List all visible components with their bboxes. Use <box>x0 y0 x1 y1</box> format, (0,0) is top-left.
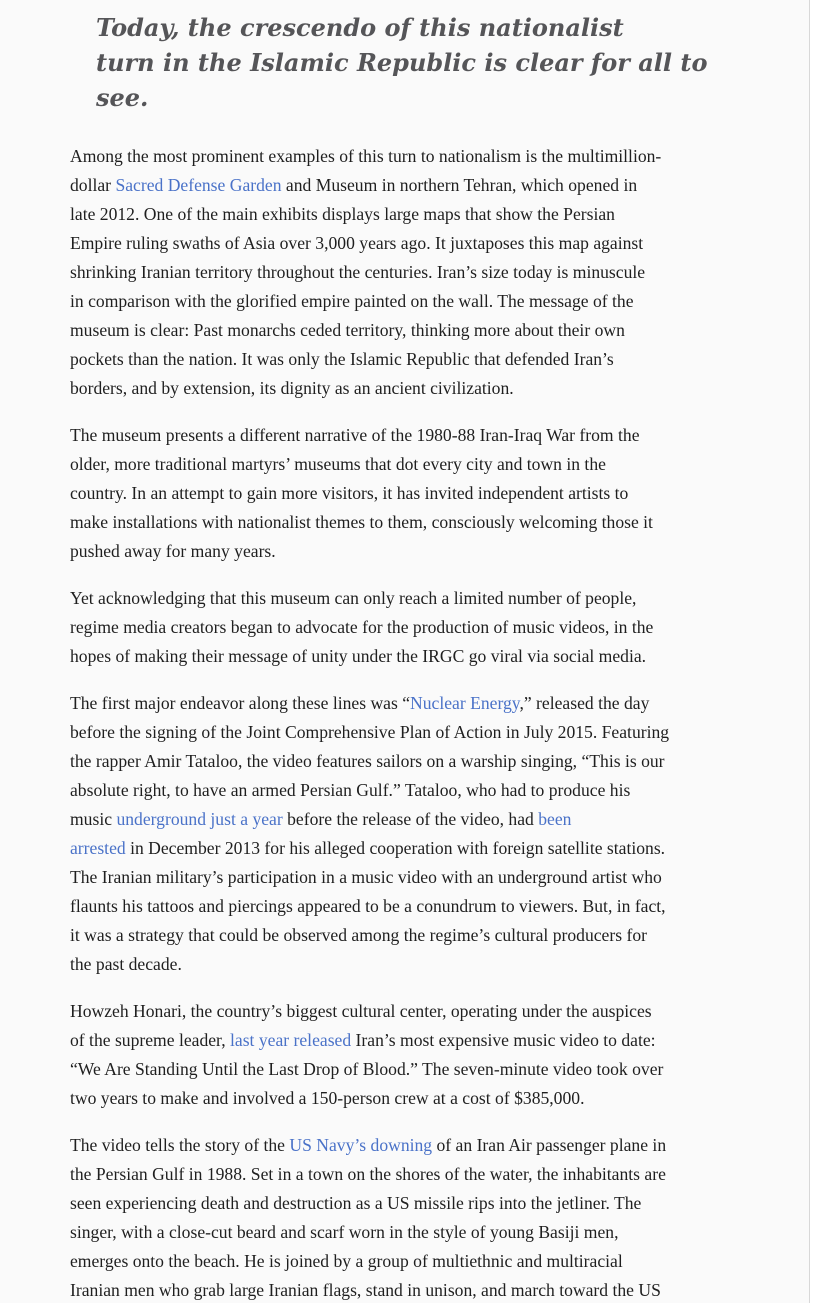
text-run: Iran’s most expensive music video to date: <box>351 1030 656 1050</box>
text-line: pushed away for many years. <box>70 541 276 561</box>
text-line: the rapper Amir Tataloo, the video features sailors on a warship singing, “This is our <box>70 751 665 771</box>
text-line <box>70 689 760 718</box>
text-line: Empire ruling swaths of Asia over 3,000 years ago. It juxtaposes this map against <box>70 233 644 253</box>
pull-quote-line: Today, the crescendo of this nationalist <box>96 13 624 42</box>
link-underground-just-a-year[interactable]: underground just a year <box>116 809 283 829</box>
article-body <box>70 142 760 1303</box>
text-run: before the release of the video, had <box>282 809 539 829</box>
link-us-navys-downing[interactable]: US Navy’s downing <box>289 1135 433 1155</box>
text-line: Iranian men who grab large Iranian flags, stand in unison, and march toward the US <box>70 1280 661 1300</box>
link-been-arrested[interactable]: been <box>538 809 572 829</box>
text-run: ,” released the day <box>519 693 650 713</box>
text-line: shrinking Iranian territory throughout the centuries. Iran’s size today is minuscule <box>70 262 646 282</box>
text-line: Howzeh Honari, the country’s biggest cultural center, operating under the auspices <box>70 1001 652 1021</box>
text-line: pockets than the nation. It was only the Islamic Republic that defended Iran’s <box>70 349 614 369</box>
text-line: The Iranian military’s participation in a music video with an underground artist who <box>70 867 662 887</box>
paragraph-nuclear-energy <box>70 689 760 979</box>
text-line <box>70 834 760 863</box>
text-line: Yet acknowledging that this museum can only reach a limited number of people, <box>70 588 637 608</box>
text-line: seen experiencing death and destruction as a US missile rips into the jetliner. The <box>70 1193 642 1213</box>
text-line: emerges onto the beach. He is joined by a group of multiethnic and multiracial <box>70 1251 623 1271</box>
text-line: singer, with a close-cut beard and scarf worn in the style of young Basiji men, <box>70 1222 619 1242</box>
text-line: it was a strategy that could be observed among the regime’s cultural producers for <box>70 925 647 945</box>
text-run: of an Iran Air passenger plane in <box>432 1135 667 1155</box>
pull-quote-line: turn in the Islamic Republic is clear for all to <box>96 48 708 77</box>
link-nuclear-energy[interactable]: Nuclear Energy <box>410 693 520 713</box>
text-run: The first major endeavor along these lines was “ <box>70 693 411 713</box>
text-run: of the supreme leader, <box>70 1030 231 1050</box>
text-line: country. In an attempt to gain more visitors, it has invited independent artists to <box>70 483 629 503</box>
text-line: late 2012. One of the main exhibits displays large maps that show the Persian <box>70 204 615 224</box>
text-line: hopes of making their message of unity under the IRGC go viral via social media. <box>70 646 647 666</box>
text-line: the past decade. <box>70 954 182 974</box>
pull-quote <box>96 10 736 115</box>
right-edge-border <box>809 0 818 1303</box>
text-line <box>70 171 760 200</box>
text-line: older, more traditional martyrs’ museums that dot every city and town in the <box>70 454 606 474</box>
text-line <box>70 1026 760 1055</box>
text-run: The video tells the story of the <box>70 1135 290 1155</box>
text-line: The museum presents a different narrative of the 1980-88 Iran-Iraq War from the <box>70 425 640 445</box>
text-line <box>70 1131 760 1160</box>
text-line: make installations with nationalist themes to them, consciously welcoming those it <box>70 512 653 532</box>
text-line: flaunts his tattoos and piercings appeared to be a conundrum to viewers. But, in fact, <box>70 896 666 916</box>
link-sacred-defense-garden[interactable]: Sacred Defense Garden <box>115 175 282 195</box>
link-been-arrested[interactable]: arrested <box>70 838 126 858</box>
text-line: absolute right, to have an armed Persian Gulf.” Tataloo, who had to produce his <box>70 780 631 800</box>
text-line: Among the most prominent examples of this turn to nationalism is the multimillion- <box>70 146 662 166</box>
pull-quote-line: see. <box>96 83 149 112</box>
text-line: regime media creators began to advocate for the production of music videos, in the <box>70 617 654 637</box>
text-line: borders, and by extension, its dignity as an ancient civilization. <box>70 378 514 398</box>
text-line: two years to make and involved a 150-person crew at a cost of $385,000. <box>70 1088 585 1108</box>
text-line: museum is clear: Past monarchs ceded territory, thinking more about their own <box>70 320 625 340</box>
paragraph-howzeh-honari <box>70 997 760 1113</box>
paragraph-video-story <box>70 1131 760 1303</box>
text-run: and Museum in northern Tehran, which opened in <box>281 175 638 195</box>
text-line <box>70 805 760 834</box>
text-line: “We Are Standing Until the Last Drop of Blood.” The seven-minute video took over <box>70 1059 664 1079</box>
text-run: dollar <box>70 175 116 195</box>
paragraph-sacred-defense-garden <box>70 142 760 403</box>
paragraph-museum-narrative <box>70 421 760 566</box>
text-line: in comparison with the glorified empire painted on the wall. The message of the <box>70 291 634 311</box>
text-run: music <box>70 809 117 829</box>
text-line: the Persian Gulf in 1988. Set in a town on the shores of the water, the inhabitants are <box>70 1164 666 1184</box>
paragraph-music-videos <box>70 584 760 671</box>
text-run: in December 2013 for his alleged cooperation with foreign satellite stations. <box>125 838 666 858</box>
text-line: before the signing of the Joint Comprehensive Plan of Action in July 2015. Featuring <box>70 722 670 742</box>
link-last-year-released[interactable]: last year released <box>230 1030 352 1050</box>
